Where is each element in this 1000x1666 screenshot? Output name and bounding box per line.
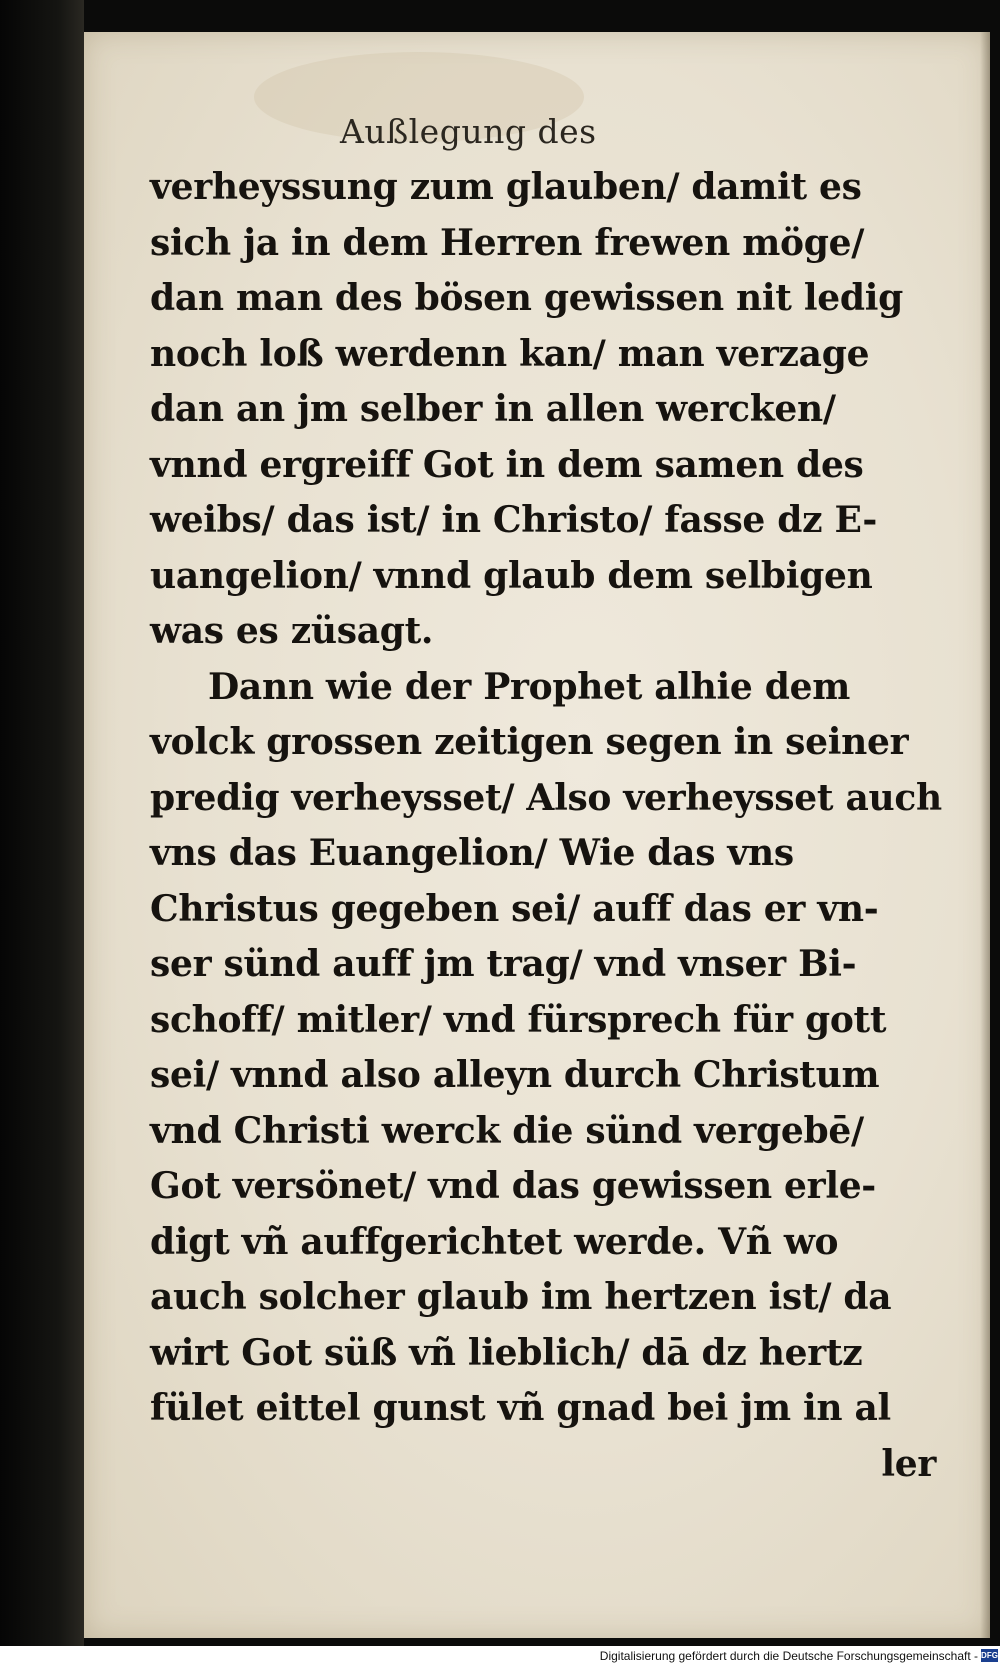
text-line: verheyssung zum glauben/ damit es: [150, 166, 862, 208]
text-line: Christus gegeben sei/ auff das er vn-: [150, 887, 879, 930]
text-line: dan man des bösen gewissen nit ledig: [150, 277, 903, 319]
text-line: fület eittel gunst vñ gnad bei jm in al: [150, 1387, 891, 1429]
text-line: sich ja in dem Herren frewen möge/: [150, 221, 865, 264]
text-line: auch solcher glaub im hertzen ist/ da: [150, 1276, 892, 1318]
text-line: Got versönet/ vnd das gewissen erle-: [150, 1165, 876, 1207]
text-line: vnnd ergreiff Got in dem samen des: [150, 443, 864, 486]
funding-credit: Digitalisierung gefördert durch die Deutsche Forschungsgemeinschaft -: [599, 1649, 978, 1663]
dfg-logo-icon: DFG: [981, 1651, 998, 1660]
page-edge: [980, 32, 990, 1638]
text-line: sei/ vnnd also alleyn durch Christum: [150, 1054, 880, 1096]
text-line: dan an jm selber in allen wercken/: [150, 388, 836, 430]
text-line: ser sünd auff jm trag/ vnd vnser Bi-: [150, 943, 857, 985]
text-line: wirt Got süß vñ lieblich/ dā dz hertz: [150, 1331, 863, 1374]
text-line: was es züsagt.: [150, 610, 434, 652]
text-line: schoff/ mitler/ vnd fürsprech für gott: [150, 998, 887, 1041]
catchword: ler: [881, 1442, 936, 1485]
paragraph-start-line: Dann wie der Prophet alhie dem: [208, 665, 851, 708]
binding-shadow: [0, 0, 84, 1646]
running-head: Außlegung des: [340, 112, 597, 151]
text-line: vns das Euangelion/ Wie das vns: [150, 832, 794, 874]
text-line: volck grossen zeitigen segen in seiner: [150, 721, 909, 763]
text-line: noch loß werdenn kan/ man verzage: [150, 332, 870, 375]
text-line: digt vñ auffgerichtet werde. Vñ wo: [150, 1220, 839, 1263]
text-line: uangelion/ vnnd glaub dem selbigen: [150, 554, 873, 597]
text-line: weibs/ das ist/ in Christo/ fasse dz E-: [150, 499, 877, 541]
footer-bar: [0, 1646, 1000, 1666]
text-line: vnd Christi werck die sünd vergebē/: [150, 1109, 864, 1152]
text-line: predig verheysset/ Also verheysset auch: [150, 776, 942, 819]
text-block: [150, 160, 950, 1492]
